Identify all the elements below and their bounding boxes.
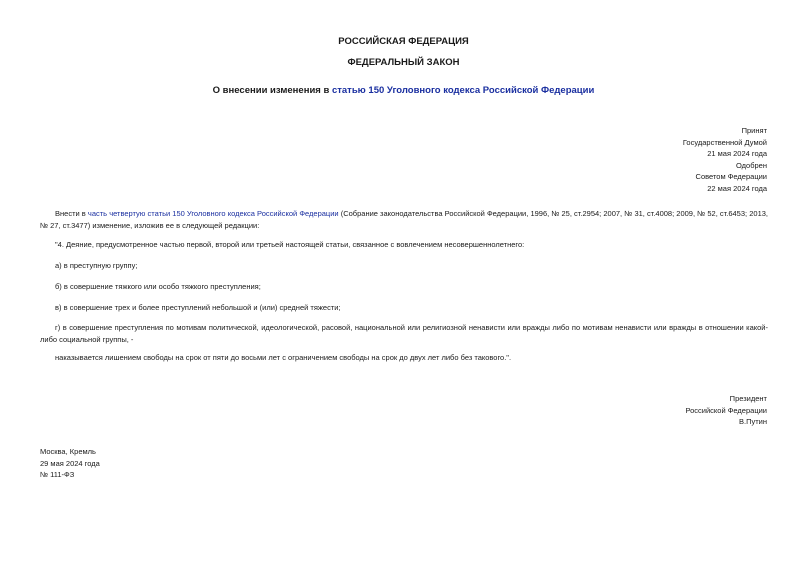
item-v: в) в совершение трех и более преступлений небольшой и (или) средней тяжести;: [55, 303, 341, 312]
approved-body: Советом Федерации: [695, 172, 767, 181]
signature-block: [685, 393, 767, 428]
signing-date: 29 мая 2024 года: [40, 458, 100, 468]
adopted-date: 21 мая 2024 года: [707, 149, 767, 158]
signer-name: В.Путин: [739, 417, 767, 426]
item-g: г) в совершение преступления по мотивам политической, идеологической, расовой, национальной или религиозной ненависти или вражды либо по мотивам ненависти или вражды в отношении какой-либо социальной группы, -: [40, 323, 768, 344]
signer-country: Российской Федерации: [685, 405, 767, 415]
item-a: а) в преступную группу;: [55, 261, 138, 270]
approved-date: 22 мая 2024 года: [707, 183, 767, 193]
adopted-body: Государственной Думой: [682, 137, 767, 147]
adoption-info: [683, 125, 767, 194]
part-four-article-150-link[interactable]: часть четвертую статьи 150 Уголовного кодекса Российской Федерации: [87, 209, 339, 218]
place-date-number: [40, 446, 100, 481]
item-b: б) в совершение тяжкого или особо тяжкого преступления;: [55, 282, 261, 291]
intro-paragraph: [40, 208, 768, 231]
law-type-heading: ФЕДЕРАЛЬНЫЙ ЗАКОН: [347, 57, 460, 68]
law-title-prefix: О внесении изменения в: [212, 85, 332, 96]
article-150-link[interactable]: статью 150 Уголовного кодекса Российской Федерации: [331, 85, 595, 96]
law-number: № 111-ФЗ: [40, 470, 75, 479]
country-heading: РОССИЙСКАЯ ФЕДЕРАЦИЯ: [338, 36, 469, 47]
signing-place: Москва, Кремль: [40, 447, 96, 456]
law-title: [0, 85, 807, 96]
intro-suffix: (Собрание законодательства Российской Федерации, 1996, № 25, ст.2954; 2007, № 31, ст.4008; 2009, № 52, ст.6453; 2013, № 27, ст.3477) изменение, изложив ее в следующей редакции:: [40, 209, 768, 230]
intro-prefix: Внести в: [55, 209, 88, 218]
signer-title: Президент: [729, 394, 767, 403]
penalty-paragraph: наказывается лишением свободы на срок от пяти до восьми лет с ограничением свободы на срок до двух лет либо без такового.".: [55, 353, 512, 362]
adopted-label: Принят: [741, 126, 767, 135]
quote-paragraph: "4. Деяние, предусмотренное частью первой, второй или третьей настоящей статьи, связанное с вовлечением несовершеннолетнего:: [55, 240, 525, 249]
approved-label: Одобрен: [736, 160, 767, 170]
